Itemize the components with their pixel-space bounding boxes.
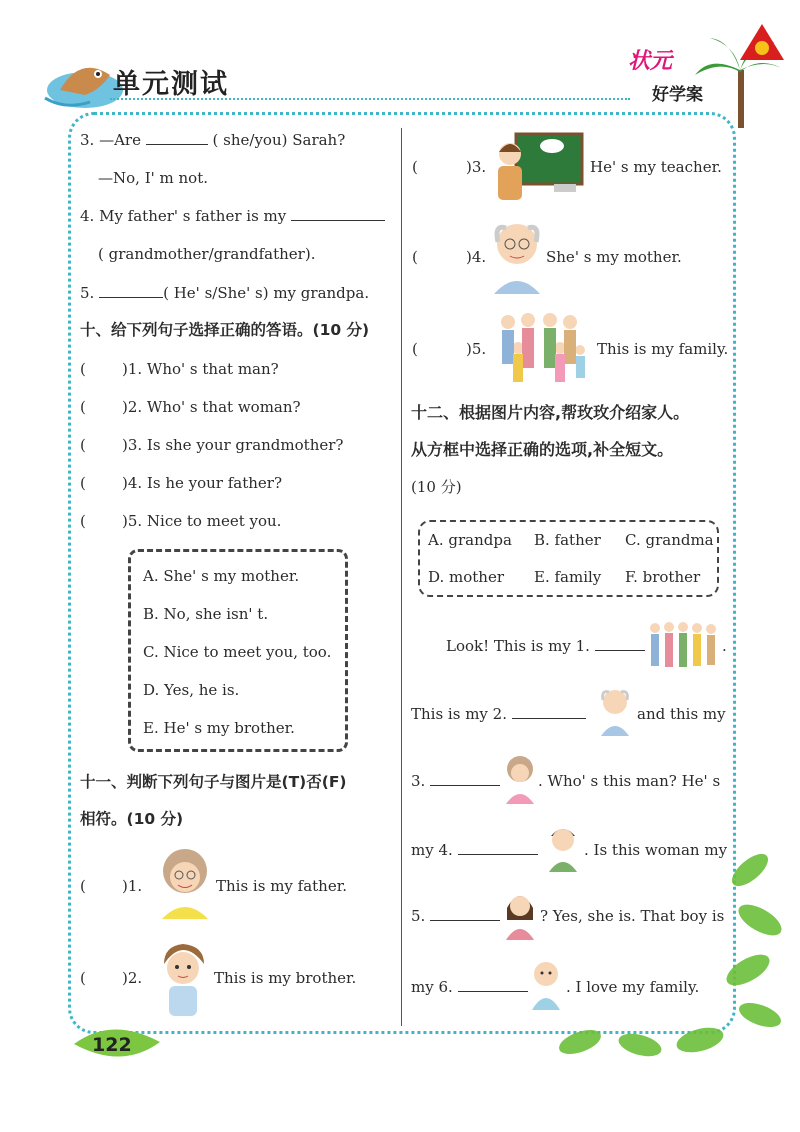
passage-line-3: 3. xyxy=(411,771,500,791)
header-rule xyxy=(110,98,630,100)
grandpa-picture-small xyxy=(597,686,633,736)
family-picture-small xyxy=(645,620,721,670)
option-a: A. She' s my mother. xyxy=(143,567,300,585)
list-item: ( )1. Who' s that man? xyxy=(80,360,279,378)
passage-line-1-end: . xyxy=(722,637,727,655)
word-option-f: F. brother xyxy=(625,568,701,586)
passage-line-2: This is my 2. xyxy=(411,704,586,724)
word-option-b: B. father xyxy=(534,531,601,549)
passage-line-4: my 4. xyxy=(411,840,538,860)
passage-line-1: Look! This is my 1. xyxy=(446,636,645,656)
list-item: ( )5. Nice to meet you. xyxy=(80,512,282,530)
passage-line-3-end: . Who' s this man? He' s xyxy=(538,772,721,790)
section-12-heading-cont: 从方框中选择正确的选项,补全短文。 xyxy=(411,440,674,459)
option-b: B. No, she isn' t. xyxy=(143,605,269,623)
question-5: 5. ( He' s/She' s) my grandpa. xyxy=(80,284,370,302)
grandmother-picture xyxy=(156,845,214,919)
judge-text-3: He' s my teacher. xyxy=(590,158,722,176)
section-12-score: (10 分) xyxy=(411,478,462,496)
brother-picture xyxy=(154,936,212,1016)
judge-text-4: She' s my mother. xyxy=(546,248,682,266)
list-item: ( )4. Is he your father? xyxy=(80,474,283,492)
question-4b: ( grandmother/grandfather). xyxy=(98,245,316,263)
option-d: D. Yes, he is. xyxy=(143,681,240,699)
grandma-picture-small xyxy=(502,754,538,804)
judge-item-5: ( )5. xyxy=(412,340,487,358)
brand-top: 状元 xyxy=(628,49,673,74)
judge-item-4: ( )4. xyxy=(412,248,487,266)
passage-line-6: my 6. xyxy=(411,977,528,997)
leaves-decoration xyxy=(520,830,790,1070)
word-option-a: A. grandpa xyxy=(428,531,512,549)
word-option-c: C. grandma xyxy=(625,531,714,549)
judge-item-3: ( )3. xyxy=(412,158,487,176)
brand-bottom: 好学案 xyxy=(652,85,703,105)
word-option-e: E. family xyxy=(534,568,602,586)
teacher-picture xyxy=(490,132,584,200)
section-11-heading: 十一、判断下列句子与图片是(T)否(F) xyxy=(80,773,347,791)
grandfather-picture xyxy=(488,216,546,294)
section-12-heading: 十二、根据图片内容,帮玫玫介绍家人。 xyxy=(411,403,690,422)
family-picture xyxy=(494,310,590,384)
passage-line-4-end: . Is this woman my xyxy=(584,841,728,859)
list-item: ( )2. Who' s that woman? xyxy=(80,398,301,416)
option-c: C. Nice to meet you, too. xyxy=(143,643,332,661)
question-3b: —No, I' m not. xyxy=(98,169,208,187)
page-title: 单元测试 xyxy=(113,69,229,100)
passage-line-5-end: ? Yes, she is. That boy is xyxy=(540,907,725,925)
passage-line-2-end: and this my xyxy=(637,705,726,723)
passage-line-5: 5. xyxy=(411,906,500,926)
judge-item-2: ( )2. xyxy=(80,969,143,987)
judge-text-2: This is my brother. xyxy=(214,969,357,987)
logo-icon xyxy=(738,22,786,62)
page-number: 122 xyxy=(92,1034,132,1056)
section-11-heading-cont: 相符。(10 分) xyxy=(80,810,184,828)
question-3a: 3. —Are ( she/you) Sarah? xyxy=(80,131,346,149)
column-divider xyxy=(401,128,402,1026)
word-option-d: D. mother xyxy=(428,568,505,586)
judge-item-1: ( )1. xyxy=(80,877,143,895)
judge-text-1: This is my father. xyxy=(216,877,348,895)
judge-text-5: This is my family. xyxy=(597,340,729,358)
passage-line-6-end: . I love my family. xyxy=(566,978,700,996)
option-e: E. He' s my brother. xyxy=(143,719,295,737)
section-10-heading: 十、给下列句子选择正确的答语。(10 分) xyxy=(80,321,370,339)
question-4a: 4. My father' s father is my xyxy=(80,206,385,226)
list-item: ( )3. Is she your grandmother? xyxy=(80,436,344,454)
